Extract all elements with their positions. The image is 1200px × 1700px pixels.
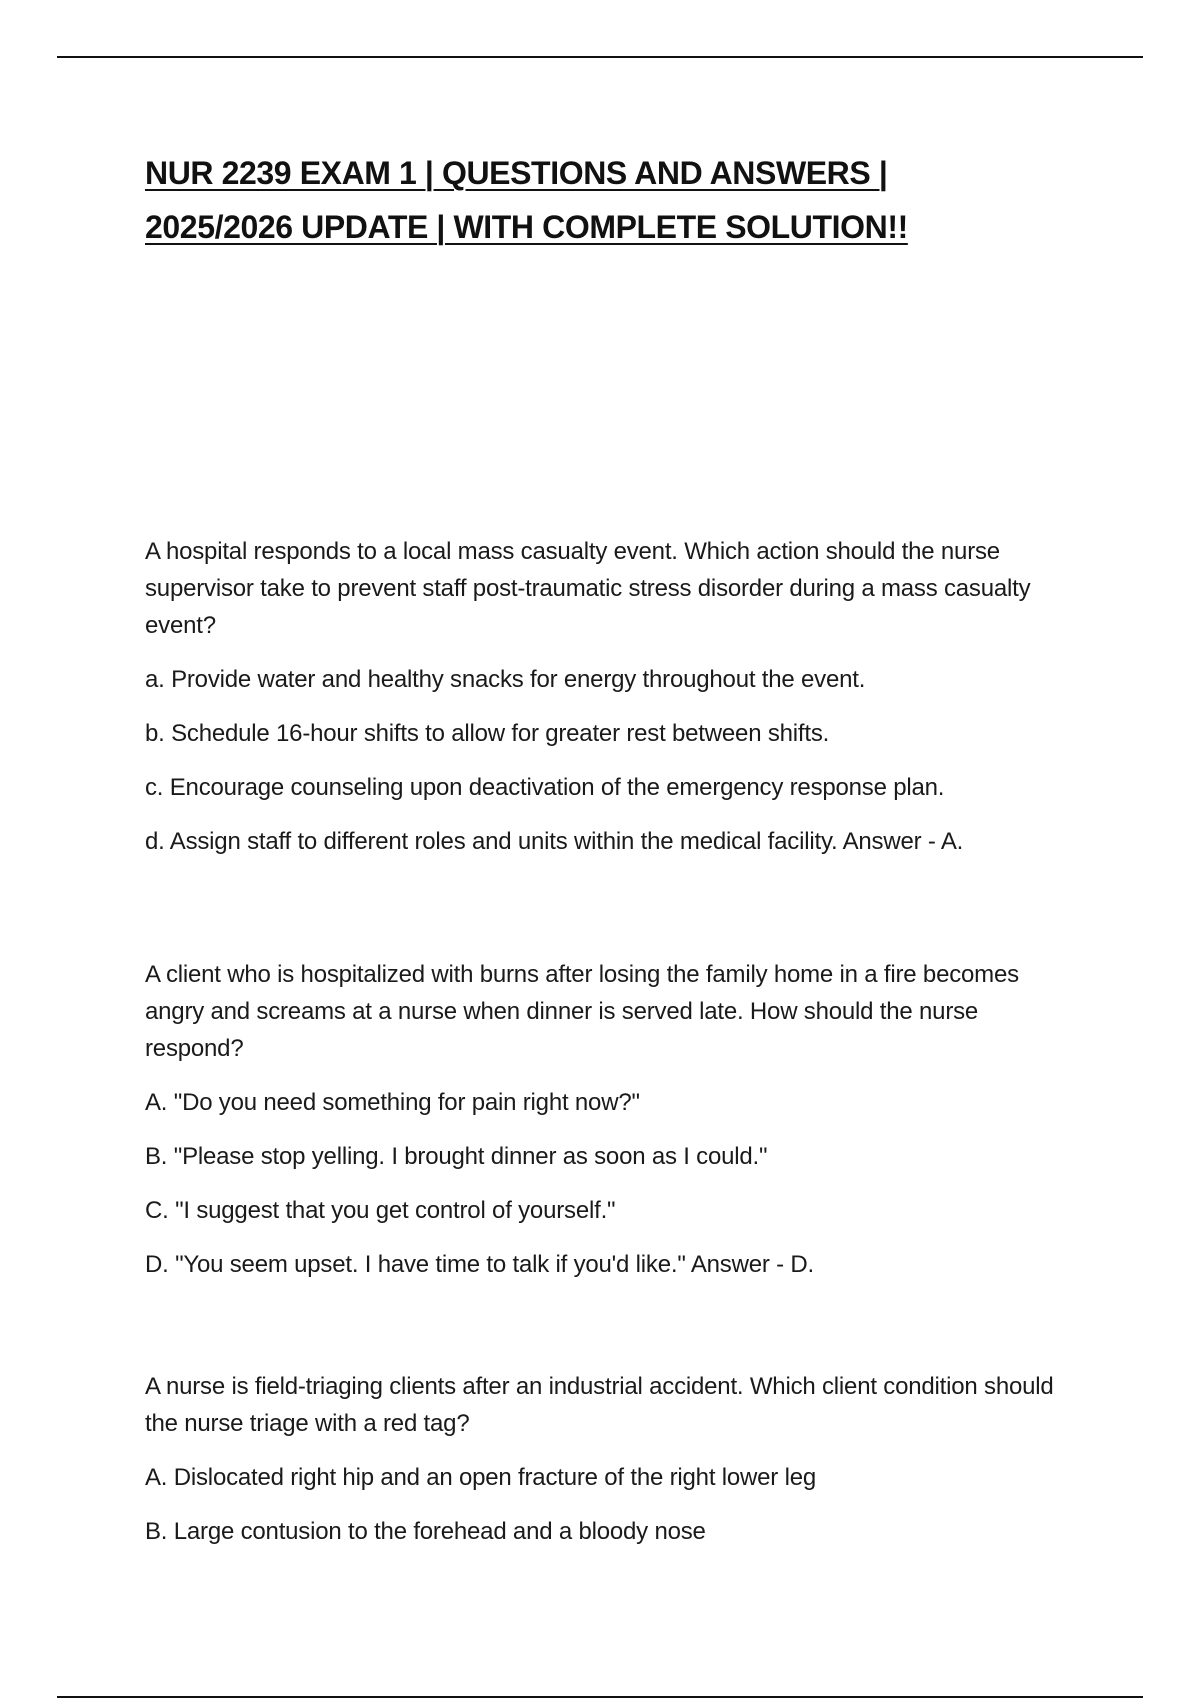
spacer <box>145 1300 1065 1368</box>
title-line-1: NUR 2239 EXAM 1 | QUESTIONS AND ANSWERS | <box>145 155 888 191</box>
answer-option: d. Assign staff to different roles and units within the medical facility. Answer - A. <box>145 828 964 855</box>
question-block <box>145 1368 1065 1550</box>
answer-option: A. Dislocated right hip and an open fracture of the right lower leg <box>145 1464 816 1491</box>
answer-option: b. Schedule 16-hour shifts to allow for greater rest between shifts. <box>145 720 830 747</box>
answer-option: a. Provide water and healthy snacks for energy throughout the event. <box>145 666 866 693</box>
answer-option: A. "Do you need something for pain right now?" <box>145 1089 640 1116</box>
title-line-2: 2025/2026 UPDATE | WITH COMPLETE SOLUTION!! <box>145 209 908 245</box>
answer-option: B. "Please stop yelling. I brought dinner as soon as I could." <box>145 1143 768 1170</box>
spacer <box>145 877 1065 956</box>
question-stem: A client who is hospitalized with burns after losing the family home in a fire becomes angry and screams at a nurse when dinner is served late. How should the nurse respond? <box>145 961 1019 1062</box>
question-stem: A nurse is field-triaging clients after an industrial accident. Which client condition should the nurse triage with a red tag? <box>145 1373 1054 1437</box>
questions-list <box>145 533 1065 1567</box>
answer-option: C. "I suggest that you get control of yourself." <box>145 1197 616 1224</box>
header-rule <box>57 56 1143 58</box>
answer-option: B. Large contusion to the forehead and a bloody nose <box>145 1518 706 1545</box>
question-stem: A hospital responds to a local mass casualty event. Which action should the nurse supervisor take to prevent staff post-traumatic stress disorder during a mass casualty event? <box>145 538 1031 639</box>
question-block <box>145 533 1065 860</box>
document-title <box>145 146 1075 254</box>
question-block <box>145 956 1065 1283</box>
footer-rule <box>57 1696 1143 1698</box>
answer-option: D. "You seem upset. I have time to talk if you'd like." Answer - D. <box>145 1251 814 1278</box>
answer-option: c. Encourage counseling upon deactivation of the emergency response plan. <box>145 774 945 801</box>
